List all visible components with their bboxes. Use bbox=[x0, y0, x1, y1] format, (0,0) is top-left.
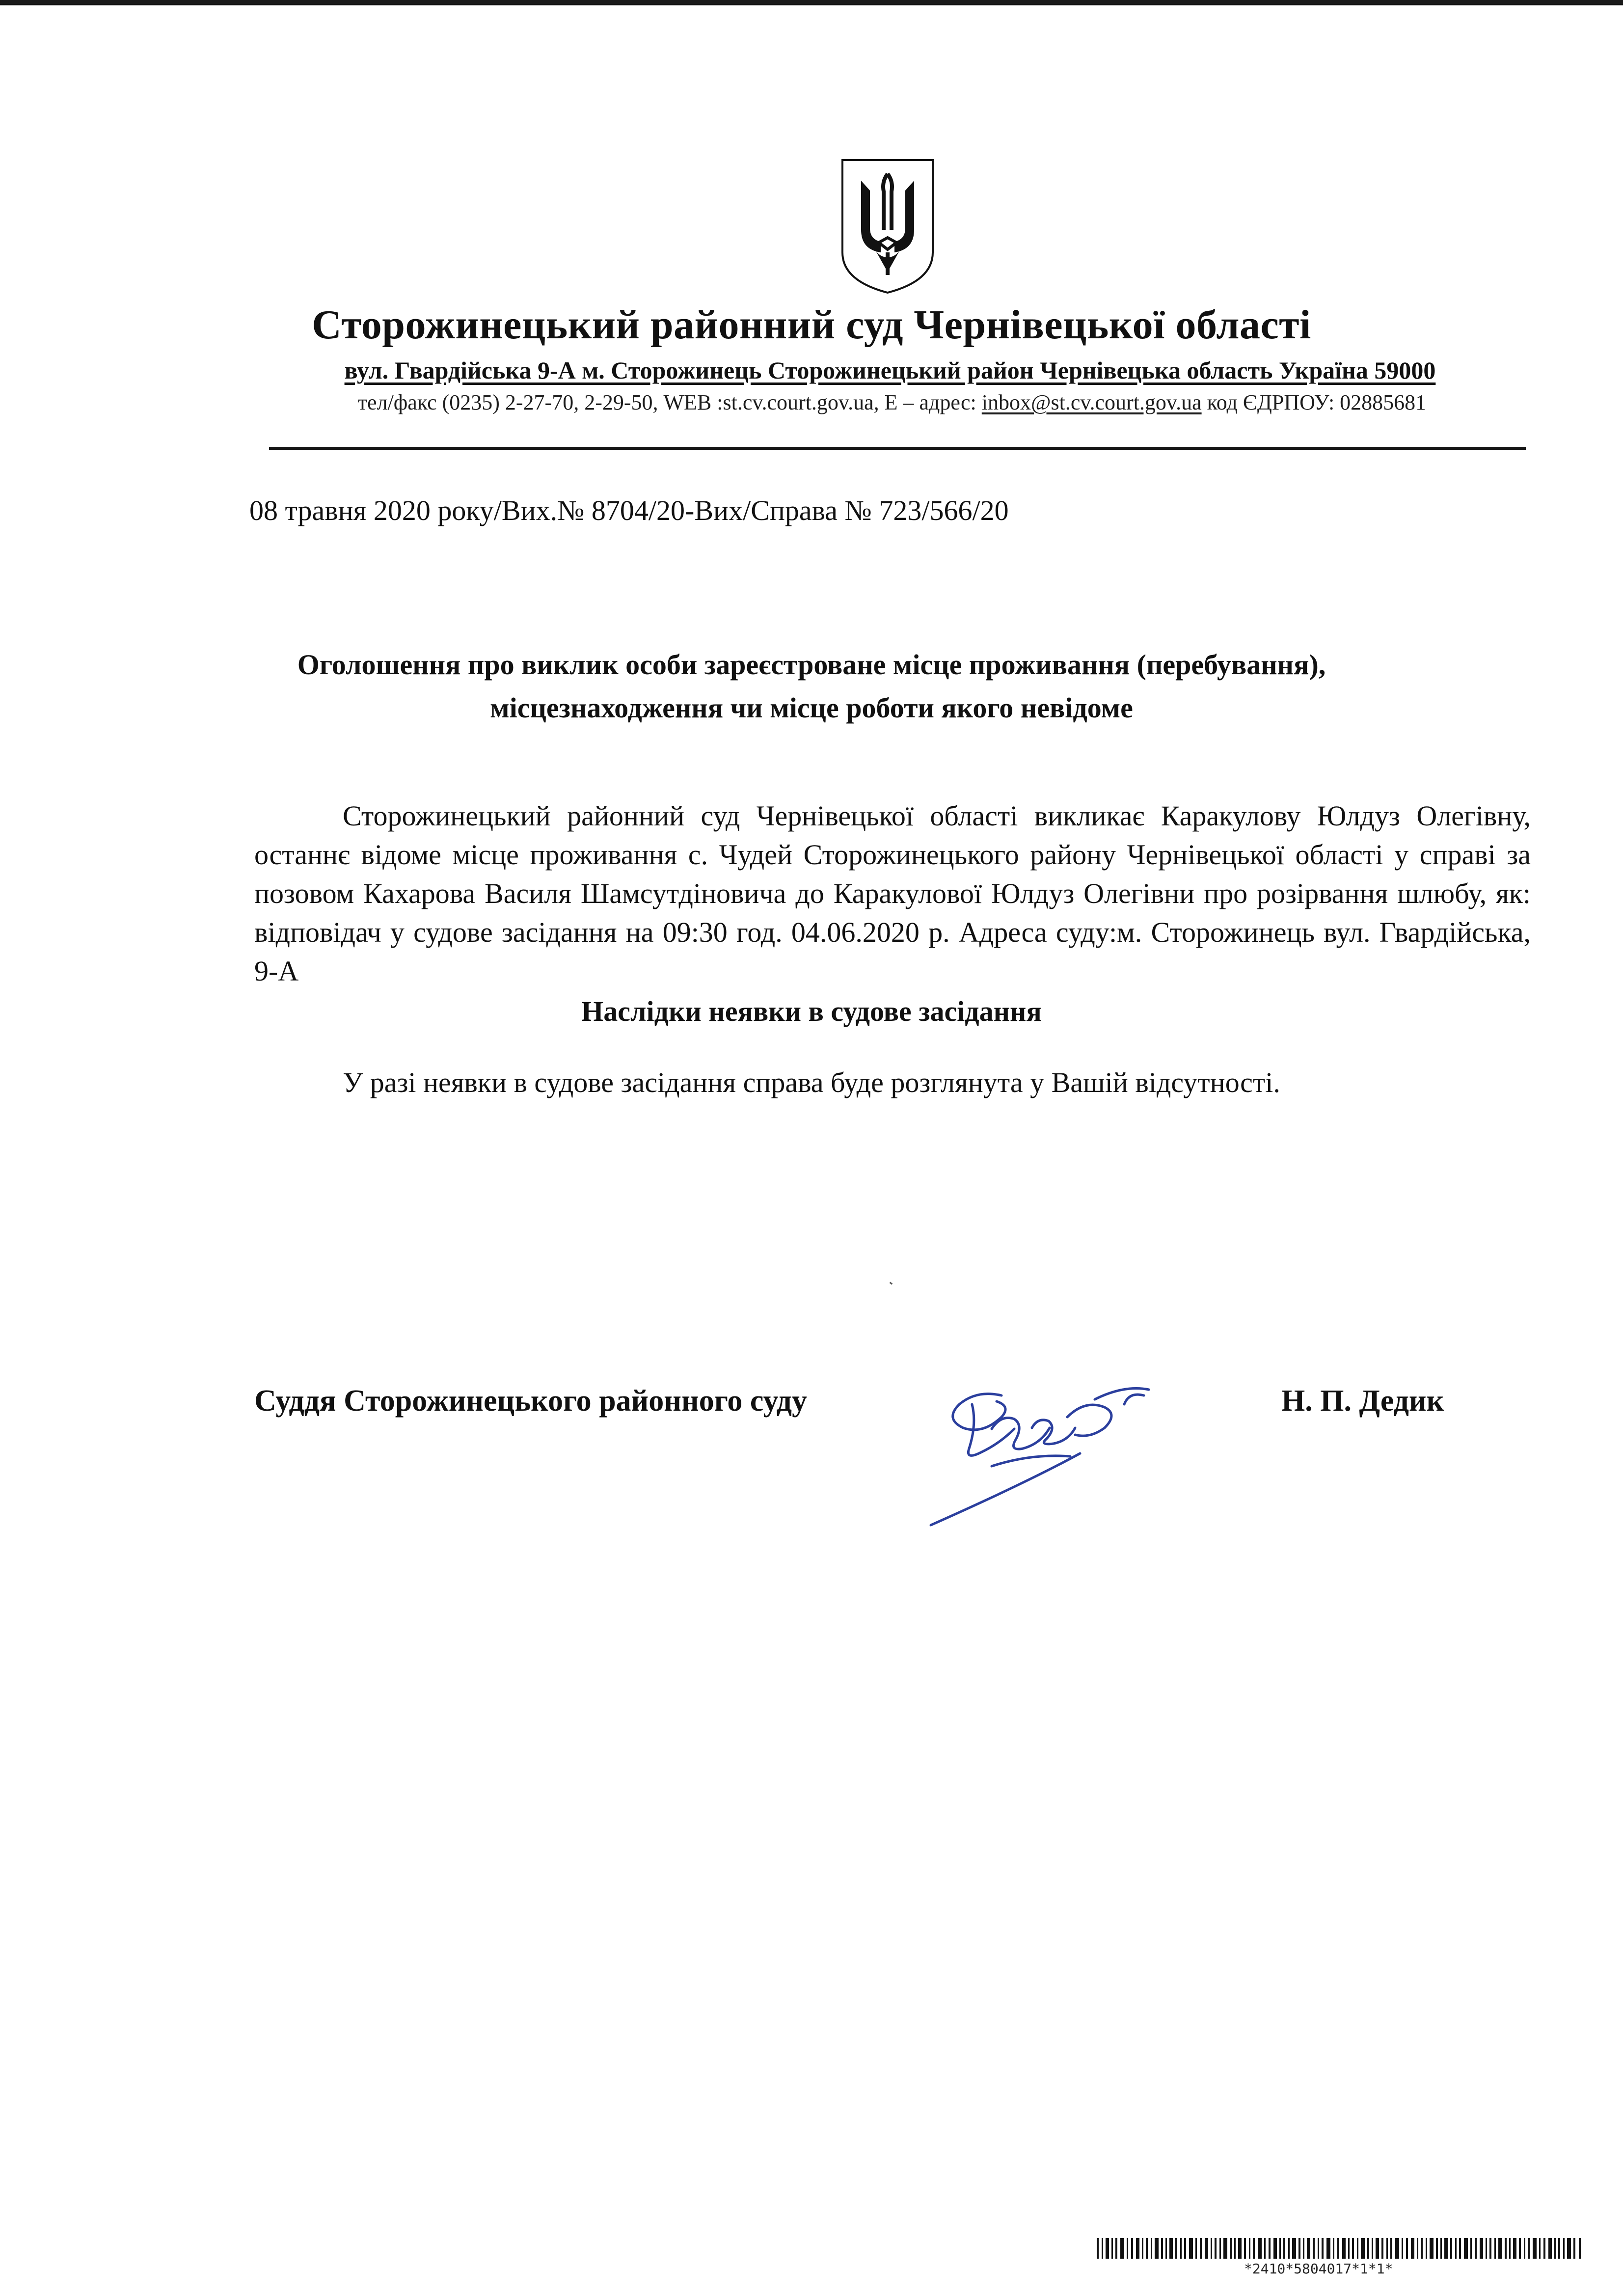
court-address: вул. Гвардійська 9-А м. Сторожинець Сторожинецький район Чернівецька область Україна 59000 bbox=[344, 356, 1436, 384]
trident-emblem-icon bbox=[839, 156, 936, 295]
notice-body: Сторожинецький районний суд Чернівецької області викликає Каракулову Юлдуз Олегівну, останнє відоме місце проживання с. Чудей Сторожинецького району Чернівецької області у справі за позовом Кахарова Василя Шамсутдінoвича до Каракулової Юлдуз Олегівни про розірвання шлюбу, як: відповідач у судове засідання на 09:30 год. 04.06.2020 р. Адреса суду:м. Сторожинець вул. Гвардійська, 9-А bbox=[254, 800, 1531, 987]
scan-edge-shadow bbox=[0, 5, 1623, 6]
signature-title: Суддя Сторожинецького районного суду bbox=[254, 1384, 807, 1418]
court-contacts bbox=[271, 389, 1513, 416]
reference-line: 08 травня 2020 року/Вих.№ 8704/20-Вих/Справа № 723/566/20 bbox=[249, 494, 1009, 526]
consequences-text: У разі неявки в судове засідання справа буде розглянута у Вашій відсутності. bbox=[343, 1066, 1280, 1098]
barcode-number: *2410*5804017*1*1* bbox=[1244, 2261, 1393, 2277]
signer-name: Н. П. Дедик bbox=[1281, 1384, 1444, 1418]
contacts-suffix: код ЄДРПОУ: 02885681 bbox=[1201, 390, 1427, 414]
scan-speck bbox=[890, 1282, 893, 1285]
notice-title-line2: місцезнаходження чи місце роботи якого невідоме bbox=[490, 692, 1133, 724]
notice-title-line1: Оголошення про виклик особи зареєстроване місце проживання (перебування), bbox=[297, 649, 1326, 681]
header-divider bbox=[269, 447, 1526, 450]
handwritten-signature bbox=[918, 1370, 1208, 1532]
scan-edge-top bbox=[0, 0, 1623, 5]
consequences-heading: Наслідки неявки в судове засідання bbox=[581, 995, 1042, 1027]
notice-title bbox=[0, 643, 1623, 730]
court-name: Сторожинецький районний суд Чернівецької області bbox=[312, 302, 1311, 348]
barcode bbox=[1097, 2238, 1583, 2259]
email-link[interactable]: inbox@st.cv.court.gov.ua bbox=[981, 390, 1202, 414]
contacts-prefix: тел/факс (0235) 2-27-70, 2-29-50, WEB :st.cv.court.gov.ua, E – адрес: bbox=[357, 390, 982, 414]
